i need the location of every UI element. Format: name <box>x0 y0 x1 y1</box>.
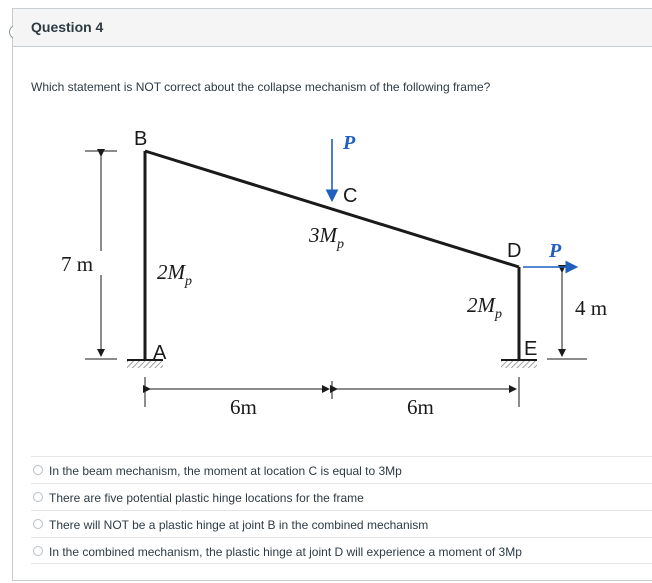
node-c-label: C <box>343 185 358 207</box>
answer-option[interactable] <box>31 510 652 537</box>
answer-option[interactable] <box>31 483 652 510</box>
question-title: Question 4 <box>31 19 104 35</box>
answer-label[interactable]: There will NOT be a plastic hinge at joint B in the combined mechanism <box>49 518 429 532</box>
answer-option[interactable] <box>31 537 652 564</box>
fixed-support-e <box>501 361 537 368</box>
question-header <box>13 9 652 47</box>
span-right-label: 6m <box>407 395 434 419</box>
answer-radio[interactable] <box>33 492 43 502</box>
question-card <box>12 8 652 581</box>
answer-radio[interactable] <box>33 546 43 556</box>
answer-option[interactable] <box>31 456 652 483</box>
answer-label[interactable]: There are five potential plastic hinge locations for the frame <box>49 491 364 505</box>
svg-text:2Mp: $2M_p$ <box>467 293 502 322</box>
answer-label[interactable]: In the combined mechanism, the plastic hinge at joint D will experience a moment of 3Mp <box>49 545 522 559</box>
height-right-label: 4 m <box>575 296 607 320</box>
answer-radio[interactable] <box>33 519 43 529</box>
moment-beam-label <box>308 223 344 252</box>
svg-text:3Mp: $3M_p$ <box>309 223 344 252</box>
load-horizontal-label: P <box>549 240 562 262</box>
moment-right-label <box>467 293 502 322</box>
answer-list <box>31 456 652 564</box>
node-d-label: D <box>507 240 522 262</box>
answer-radio[interactable] <box>33 465 43 475</box>
height-left-label: 7 m <box>61 252 94 276</box>
node-e-label: E <box>524 338 538 360</box>
frame-diagram <box>47 119 607 419</box>
answer-label[interactable]: In the beam mechanism, the moment at location C is equal to 3Mp <box>49 464 402 478</box>
node-b-label: B <box>134 128 148 150</box>
span-left-label: 6m <box>230 395 257 419</box>
load-vertical-label: P <box>343 132 356 154</box>
svg-text:2Mp: $2M_p$ <box>157 260 192 289</box>
node-a-label: A <box>153 342 167 364</box>
question-prompt: Which statement is NOT correct about the collapse mechanism of the following frame? <box>31 80 491 94</box>
moment-left-label <box>157 260 192 289</box>
